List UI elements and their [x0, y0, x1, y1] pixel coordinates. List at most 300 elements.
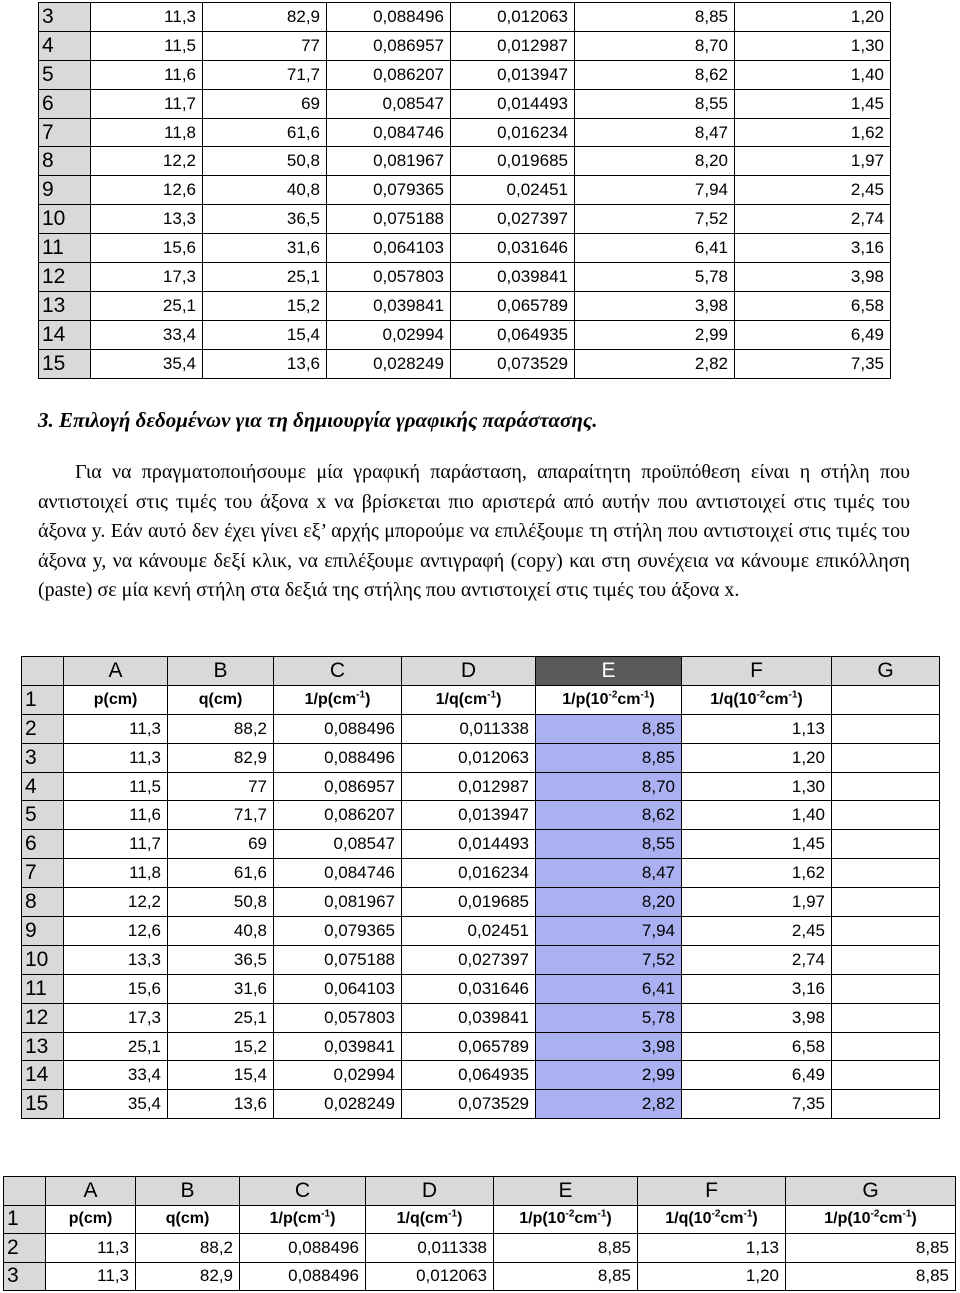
- table-cell[interactable]: 0,031646: [451, 234, 575, 263]
- table-cell[interactable]: 0,039841: [402, 1003, 536, 1032]
- table-cell[interactable]: 8,47: [536, 859, 682, 888]
- row-number[interactable]: 8: [22, 888, 64, 917]
- row-number[interactable]: 1: [22, 685, 64, 714]
- table-cell[interactable]: 8,55: [575, 89, 735, 118]
- column-letter-a[interactable]: A: [46, 1177, 136, 1206]
- section-heading: 3. Επιλογή δεδομένων για τη δημιουργία γραφικής παράστασης.: [38, 408, 598, 432]
- table-cell[interactable]: 0,088496: [240, 1234, 366, 1263]
- table-cell[interactable]: 13,6: [203, 349, 327, 378]
- column-letter-b[interactable]: B: [168, 657, 274, 686]
- table-cell[interactable]: 40,8: [168, 917, 274, 946]
- table-cell[interactable]: 15,2: [203, 291, 327, 320]
- table-cell[interactable]: 8,85: [536, 743, 682, 772]
- table-cell[interactable]: 3,98: [682, 1003, 832, 1032]
- table-cell[interactable]: 1,45: [735, 89, 891, 118]
- table-cell[interactable]: 3,16: [735, 234, 891, 263]
- column-letter-d[interactable]: D: [366, 1177, 494, 1206]
- table-cell[interactable]: 36,5: [168, 945, 274, 974]
- row-number[interactable]: 2: [22, 714, 64, 743]
- row-number[interactable]: 9: [22, 917, 64, 946]
- table-cell[interactable]: 0,014493: [402, 830, 536, 859]
- table-cell[interactable]: 2,99: [575, 320, 735, 349]
- row-number[interactable]: 3: [39, 3, 91, 32]
- header-text: 1/p(10: [562, 690, 609, 708]
- table-cell[interactable]: 0,012063: [402, 743, 536, 772]
- empty-cell[interactable]: [832, 945, 940, 974]
- table-cell[interactable]: 13,6: [168, 1090, 274, 1119]
- column-letter-f[interactable]: F: [682, 657, 832, 686]
- column-header-label[interactable]: [638, 1205, 786, 1234]
- table-cell[interactable]: 12,6: [64, 917, 168, 946]
- table-row: [22, 1090, 940, 1119]
- table-cell[interactable]: 1,45: [682, 830, 832, 859]
- column-letter-d[interactable]: D: [402, 657, 536, 686]
- empty-cell[interactable]: [832, 1090, 940, 1119]
- table-cell[interactable]: 1,62: [735, 118, 891, 147]
- empty-cell[interactable]: [832, 714, 940, 743]
- table-cell[interactable]: 11,3: [64, 743, 168, 772]
- table-cell[interactable]: 61,6: [203, 118, 327, 147]
- exponent: -2: [608, 689, 618, 701]
- column-header-label[interactable]: [494, 1205, 638, 1234]
- table-cell[interactable]: 11,5: [64, 772, 168, 801]
- table-cell[interactable]: 0,031646: [402, 974, 536, 1003]
- empty-cell[interactable]: [832, 859, 940, 888]
- table-cell[interactable]: 3,98: [575, 291, 735, 320]
- table-cell[interactable]: 5,78: [575, 263, 735, 292]
- header-text: cm: [879, 1210, 903, 1228]
- table-cell[interactable]: 0,088496: [274, 743, 402, 772]
- table-cell[interactable]: 0,065789: [451, 291, 575, 320]
- column-letter-b[interactable]: B: [136, 1177, 240, 1206]
- table-cell[interactable]: 2,74: [682, 945, 832, 974]
- table-cell[interactable]: 0,073529: [402, 1090, 536, 1119]
- row-number[interactable]: 7: [39, 118, 91, 147]
- table-cell[interactable]: 13,3: [64, 945, 168, 974]
- row-number[interactable]: 12: [39, 263, 91, 292]
- table-cell[interactable]: 11,6: [64, 801, 168, 830]
- row-number[interactable]: 1: [4, 1205, 46, 1234]
- table-cell[interactable]: 40,8: [203, 176, 327, 205]
- table-cell[interactable]: 69: [168, 830, 274, 859]
- table-cell[interactable]: 15,6: [64, 974, 168, 1003]
- table-cell[interactable]: 0,081967: [327, 147, 451, 176]
- table-cell[interactable]: 0,075188: [274, 945, 402, 974]
- table-cell[interactable]: 0,011338: [366, 1234, 494, 1263]
- spreadsheet-table-top: [38, 2, 891, 379]
- table-row: [22, 830, 940, 859]
- empty-cell[interactable]: [832, 974, 940, 1003]
- column-letter-g[interactable]: G: [832, 657, 940, 686]
- table-cell[interactable]: 0,064103: [274, 974, 402, 1003]
- table-cell[interactable]: 0,088496: [327, 3, 451, 32]
- row-number[interactable]: 15: [22, 1090, 64, 1119]
- column-header-label[interactable]: [402, 685, 536, 714]
- header-text: ): [330, 1210, 336, 1228]
- exponent: -2: [870, 1208, 880, 1220]
- row-number[interactable]: 10: [39, 205, 91, 234]
- header-text: q(cm): [198, 690, 243, 708]
- table-row: [39, 320, 891, 349]
- row-number[interactable]: 4: [39, 31, 91, 60]
- table-cell[interactable]: 11,8: [64, 859, 168, 888]
- table-cell[interactable]: 12,2: [64, 888, 168, 917]
- table-cell[interactable]: 69: [203, 89, 327, 118]
- table-cell[interactable]: 8,70: [536, 772, 682, 801]
- table-cell[interactable]: 50,8: [203, 147, 327, 176]
- table-cell[interactable]: 6,58: [735, 291, 891, 320]
- table-cell[interactable]: 2,74: [735, 205, 891, 234]
- column-letter-row: [22, 657, 940, 686]
- table-cell[interactable]: 0,057803: [327, 263, 451, 292]
- table-cell[interactable]: 1,20: [682, 743, 832, 772]
- header-row: [22, 685, 940, 714]
- table-cell[interactable]: 82,9: [168, 743, 274, 772]
- table-cell[interactable]: 1,13: [638, 1234, 786, 1263]
- column-header-label[interactable]: [682, 685, 832, 714]
- table-cell[interactable]: 0,079365: [327, 176, 451, 205]
- table-cell[interactable]: 0,065789: [402, 1032, 536, 1061]
- table-cell[interactable]: 0,011338: [402, 714, 536, 743]
- table-cell[interactable]: 15,4: [203, 320, 327, 349]
- table-cell[interactable]: 0,086207: [274, 801, 402, 830]
- table-cell[interactable]: 8,62: [536, 801, 682, 830]
- table-cell[interactable]: 25,1: [91, 291, 203, 320]
- table-row: [39, 349, 891, 378]
- column-letter-e[interactable]: E: [536, 657, 682, 686]
- table-row: [39, 31, 891, 60]
- table-cell[interactable]: 71,7: [203, 60, 327, 89]
- header-row: [4, 1205, 956, 1234]
- exponent: -1: [597, 1208, 607, 1220]
- table-cell[interactable]: 82,9: [203, 3, 327, 32]
- table-cell[interactable]: 0,079365: [274, 917, 402, 946]
- empty-cell[interactable]: [832, 801, 940, 830]
- table-cell[interactable]: 35,4: [64, 1090, 168, 1119]
- table-cell[interactable]: 7,52: [575, 205, 735, 234]
- table-cell[interactable]: 25,1: [203, 263, 327, 292]
- table-cell[interactable]: 0,057803: [274, 1003, 402, 1032]
- table-cell[interactable]: 3,98: [735, 263, 891, 292]
- table-cell[interactable]: 88,2: [136, 1234, 240, 1263]
- table-cell[interactable]: 0,039841: [274, 1032, 402, 1061]
- table-cell[interactable]: 88,2: [168, 714, 274, 743]
- table-cell[interactable]: 7,52: [536, 945, 682, 974]
- empty-cell[interactable]: [832, 685, 940, 714]
- column-letter-e[interactable]: E: [494, 1177, 638, 1206]
- table-row: [22, 772, 940, 801]
- row-number[interactable]: 2: [4, 1234, 46, 1263]
- table-cell[interactable]: 0,064103: [327, 234, 451, 263]
- empty-cell[interactable]: [832, 1032, 940, 1061]
- table-cell[interactable]: 0,028249: [274, 1090, 402, 1119]
- table-cell[interactable]: 0,013947: [451, 60, 575, 89]
- table-cell[interactable]: 13,3: [91, 205, 203, 234]
- corner-cell[interactable]: [4, 1177, 46, 1206]
- row-number[interactable]: 15: [39, 349, 91, 378]
- empty-cell[interactable]: [832, 888, 940, 917]
- table-row: [22, 743, 940, 772]
- table-cell[interactable]: 82,9: [136, 1262, 240, 1291]
- table-cell[interactable]: 0,086957: [327, 31, 451, 60]
- table-cell[interactable]: 25,1: [64, 1032, 168, 1061]
- table-cell[interactable]: 8,85: [575, 3, 735, 32]
- table-cell[interactable]: 0,02451: [402, 917, 536, 946]
- table-cell[interactable]: 0,012987: [402, 772, 536, 801]
- table-row: [39, 176, 891, 205]
- table-cell[interactable]: 0,064935: [402, 1061, 536, 1090]
- row-number[interactable]: 8: [39, 147, 91, 176]
- table-cell[interactable]: 0,08547: [274, 830, 402, 859]
- table-cell[interactable]: 0,027397: [451, 205, 575, 234]
- table-cell[interactable]: 77: [168, 772, 274, 801]
- table-row: [22, 917, 940, 946]
- header-text: ): [797, 690, 803, 708]
- table-cell[interactable]: 0,039841: [451, 263, 575, 292]
- table-cell[interactable]: 0,075188: [327, 205, 451, 234]
- column-header-label[interactable]: [786, 1205, 956, 1234]
- row-number[interactable]: 10: [22, 945, 64, 974]
- table-cell[interactable]: 1,40: [735, 60, 891, 89]
- table-cell[interactable]: 0,086207: [327, 60, 451, 89]
- row-number[interactable]: 6: [39, 89, 91, 118]
- table-row: [22, 1032, 940, 1061]
- table-cell[interactable]: 0,086957: [274, 772, 402, 801]
- table-cell[interactable]: 0,088496: [240, 1262, 366, 1291]
- table-cell[interactable]: 0,084746: [327, 118, 451, 147]
- table-cell[interactable]: 6,49: [682, 1061, 832, 1090]
- table-cell[interactable]: 77: [203, 31, 327, 60]
- header-text: 1/q(cm: [396, 1210, 449, 1228]
- header-text: 1/p(cm: [304, 690, 357, 708]
- table-cell[interactable]: 11,3: [46, 1262, 136, 1291]
- table-cell[interactable]: 5,78: [536, 1003, 682, 1032]
- row-number[interactable]: 3: [4, 1262, 46, 1291]
- row-number[interactable]: 6: [22, 830, 64, 859]
- spreadsheet-table-selected-column: [21, 656, 940, 1119]
- row-number[interactable]: 11: [22, 974, 64, 1003]
- row-number[interactable]: 5: [39, 60, 91, 89]
- table-cell[interactable]: 35,4: [91, 349, 203, 378]
- column-letter-c[interactable]: C: [274, 657, 402, 686]
- table-cell[interactable]: 71,7: [168, 801, 274, 830]
- table-cell[interactable]: 0,084746: [274, 859, 402, 888]
- column-header-label[interactable]: [168, 685, 274, 714]
- table-cell[interactable]: 25,1: [168, 1003, 274, 1032]
- table-cell[interactable]: 8,47: [575, 118, 735, 147]
- table-cell[interactable]: 7,94: [536, 917, 682, 946]
- table-cell[interactable]: 1,30: [682, 772, 832, 801]
- column-header-label[interactable]: [536, 685, 682, 714]
- table-cell[interactable]: 0,019685: [451, 147, 575, 176]
- row-number[interactable]: 11: [39, 234, 91, 263]
- table-cell[interactable]: 0,014493: [451, 89, 575, 118]
- column-header-label[interactable]: [240, 1205, 366, 1234]
- table-cell[interactable]: 11,8: [91, 118, 203, 147]
- table-cell[interactable]: 15,2: [168, 1032, 274, 1061]
- empty-cell[interactable]: [832, 1061, 940, 1090]
- header-text: cm: [720, 1210, 744, 1228]
- row-number[interactable]: 5: [22, 801, 64, 830]
- table-cell[interactable]: 8,85: [536, 714, 682, 743]
- table-row: [22, 945, 940, 974]
- table-row: [4, 1262, 956, 1291]
- table-cell[interactable]: 12,2: [91, 147, 203, 176]
- empty-cell[interactable]: [832, 1003, 940, 1032]
- table-cell[interactable]: 11,6: [91, 60, 203, 89]
- table-cell[interactable]: 6,58: [682, 1032, 832, 1061]
- table-cell[interactable]: 11,3: [46, 1234, 136, 1263]
- section-paragraph: Για να πραγματοποιήσουμε μία γραφική παράσταση, απαραίτητη προϋπόθεση είναι η στήλη που αντιστοιχεί στις τιμές του άξονα x να βρίσκεται πιο αριστερά από αυτήν που αντιστοιχεί στις τιμές του άξονα y. Εάν αυτό δεν έχει γίνει εξ’ αρχής μπορούμε να επιλέξουμε τη στήλη που αντιστοιχεί στις τιμές του άξονα y, να κάνουμε δεξί κλικ, να επιλέξουμε αντιγραφή (copy) και στη συνέχεια να κάνουμε επικόλληση (paste) σε μία κενή στήλη στα δεξιά της στήλης που αντιστοιχεί στις τιμές του άξονα x.: [38, 461, 910, 601]
- table-cell[interactable]: 0,039841: [327, 291, 451, 320]
- table-cell[interactable]: 2,45: [682, 917, 832, 946]
- table-cell[interactable]: 8,70: [575, 31, 735, 60]
- table-cell[interactable]: 6,41: [575, 234, 735, 263]
- header-text: ): [496, 690, 502, 708]
- exponent: -2: [565, 1208, 575, 1220]
- row-number[interactable]: 13: [22, 1032, 64, 1061]
- table-cell[interactable]: 11,7: [64, 830, 168, 859]
- table-cell[interactable]: 3,98: [536, 1032, 682, 1061]
- table-cell[interactable]: 2,45: [735, 176, 891, 205]
- table-cell[interactable]: 31,6: [168, 974, 274, 1003]
- corner-cell[interactable]: [22, 657, 64, 686]
- table-cell[interactable]: 0,016234: [402, 859, 536, 888]
- column-letter-f[interactable]: F: [638, 1177, 786, 1206]
- table-cell[interactable]: 1,13: [682, 714, 832, 743]
- table-cell[interactable]: 8,85: [494, 1262, 638, 1291]
- exponent: -1: [743, 1208, 753, 1220]
- exponent: -1: [356, 689, 366, 701]
- table-cell[interactable]: 1,30: [735, 31, 891, 60]
- table-cell[interactable]: 0,02451: [451, 176, 575, 205]
- header-text: q(cm): [165, 1210, 210, 1228]
- table-cell[interactable]: 6,49: [735, 320, 891, 349]
- table-cell[interactable]: 8,62: [575, 60, 735, 89]
- table-cell[interactable]: 0,013947: [402, 801, 536, 830]
- table-cell[interactable]: 15,4: [168, 1061, 274, 1090]
- table-cell[interactable]: 1,97: [682, 888, 832, 917]
- table-row: [39, 205, 891, 234]
- table-cell[interactable]: 8,20: [536, 888, 682, 917]
- table-cell[interactable]: 61,6: [168, 859, 274, 888]
- table-cell[interactable]: 0,028249: [327, 349, 451, 378]
- header-text: cm: [765, 690, 789, 708]
- column-header-label[interactable]: [46, 1205, 136, 1234]
- table-row: [39, 118, 891, 147]
- table-cell[interactable]: 0,08547: [327, 89, 451, 118]
- table-cell[interactable]: 1,97: [735, 147, 891, 176]
- table-cell[interactable]: 0,02994: [327, 320, 451, 349]
- table-cell[interactable]: 0,064935: [451, 320, 575, 349]
- table-cell[interactable]: 2,82: [536, 1090, 682, 1119]
- table-cell[interactable]: 0,012987: [451, 31, 575, 60]
- table-cell[interactable]: 0,012063: [451, 3, 575, 32]
- row-number[interactable]: 4: [22, 772, 64, 801]
- exponent: -1: [487, 689, 497, 701]
- table-cell[interactable]: 1,62: [682, 859, 832, 888]
- table-cell[interactable]: 33,4: [64, 1061, 168, 1090]
- table-cell[interactable]: 8,55: [536, 830, 682, 859]
- column-header-label[interactable]: [64, 685, 168, 714]
- table-cell[interactable]: 12,6: [91, 176, 203, 205]
- table-cell[interactable]: 8,20: [575, 147, 735, 176]
- table-cell[interactable]: 6,41: [536, 974, 682, 1003]
- table-row: [39, 147, 891, 176]
- table-cell[interactable]: 8,85: [786, 1234, 956, 1263]
- exponent: -1: [902, 1208, 912, 1220]
- table-cell[interactable]: 15,6: [91, 234, 203, 263]
- row-number[interactable]: 7: [22, 859, 64, 888]
- table-cell[interactable]: 0,088496: [274, 714, 402, 743]
- table-cell[interactable]: 1,20: [735, 3, 891, 32]
- column-letter-c[interactable]: C: [240, 1177, 366, 1206]
- table-cell[interactable]: 36,5: [203, 205, 327, 234]
- column-letter-g[interactable]: G: [786, 1177, 956, 1206]
- table-cell[interactable]: 11,3: [64, 714, 168, 743]
- column-letter-a[interactable]: A: [64, 657, 168, 686]
- table-cell[interactable]: 0,02994: [274, 1061, 402, 1090]
- table-cell[interactable]: 11,3: [91, 3, 203, 32]
- empty-cell[interactable]: [832, 917, 940, 946]
- column-header-label[interactable]: [136, 1205, 240, 1234]
- table-cell[interactable]: 2,99: [536, 1061, 682, 1090]
- empty-cell[interactable]: [832, 772, 940, 801]
- table-cell[interactable]: 17,3: [91, 263, 203, 292]
- table-cell[interactable]: 50,8: [168, 888, 274, 917]
- table-cell[interactable]: 0,073529: [451, 349, 575, 378]
- table-cell[interactable]: 1,20: [638, 1262, 786, 1291]
- row-number[interactable]: 13: [39, 291, 91, 320]
- table-row: [22, 888, 940, 917]
- row-number[interactable]: 9: [39, 176, 91, 205]
- row-number[interactable]: 14: [22, 1061, 64, 1090]
- table-cell[interactable]: 0,081967: [274, 888, 402, 917]
- header-text: 1/q(cm: [435, 690, 488, 708]
- table-cell[interactable]: 8,85: [786, 1262, 956, 1291]
- table-cell[interactable]: 7,35: [682, 1090, 832, 1119]
- table-cell[interactable]: 7,35: [735, 349, 891, 378]
- table-cell[interactable]: 0,019685: [402, 888, 536, 917]
- row-number[interactable]: 14: [39, 320, 91, 349]
- table-cell[interactable]: 33,4: [91, 320, 203, 349]
- table-cell[interactable]: 0,012063: [366, 1262, 494, 1291]
- table-cell[interactable]: 31,6: [203, 234, 327, 263]
- table-cell[interactable]: 17,3: [64, 1003, 168, 1032]
- header-text: cm: [574, 1210, 598, 1228]
- table-row: [22, 1061, 940, 1090]
- table-cell[interactable]: 0,016234: [451, 118, 575, 147]
- row-number[interactable]: 3: [22, 743, 64, 772]
- table-cell[interactable]: 11,7: [91, 89, 203, 118]
- table-cell[interactable]: 11,5: [91, 31, 203, 60]
- column-header-label[interactable]: [274, 685, 402, 714]
- table-cell[interactable]: 2,82: [575, 349, 735, 378]
- column-header-label[interactable]: [366, 1205, 494, 1234]
- table-cell[interactable]: 0,027397: [402, 945, 536, 974]
- empty-cell[interactable]: [832, 830, 940, 859]
- header-text: cm: [617, 690, 641, 708]
- table-cell[interactable]: 7,94: [575, 176, 735, 205]
- header-text: ): [457, 1210, 463, 1228]
- table-cell[interactable]: 3,16: [682, 974, 832, 1003]
- empty-cell[interactable]: [832, 743, 940, 772]
- table-cell[interactable]: 8,85: [494, 1234, 638, 1263]
- header-text: 1/p(10: [824, 1210, 871, 1228]
- table-row: [22, 801, 940, 830]
- table-cell[interactable]: 1,40: [682, 801, 832, 830]
- row-number[interactable]: 12: [22, 1003, 64, 1032]
